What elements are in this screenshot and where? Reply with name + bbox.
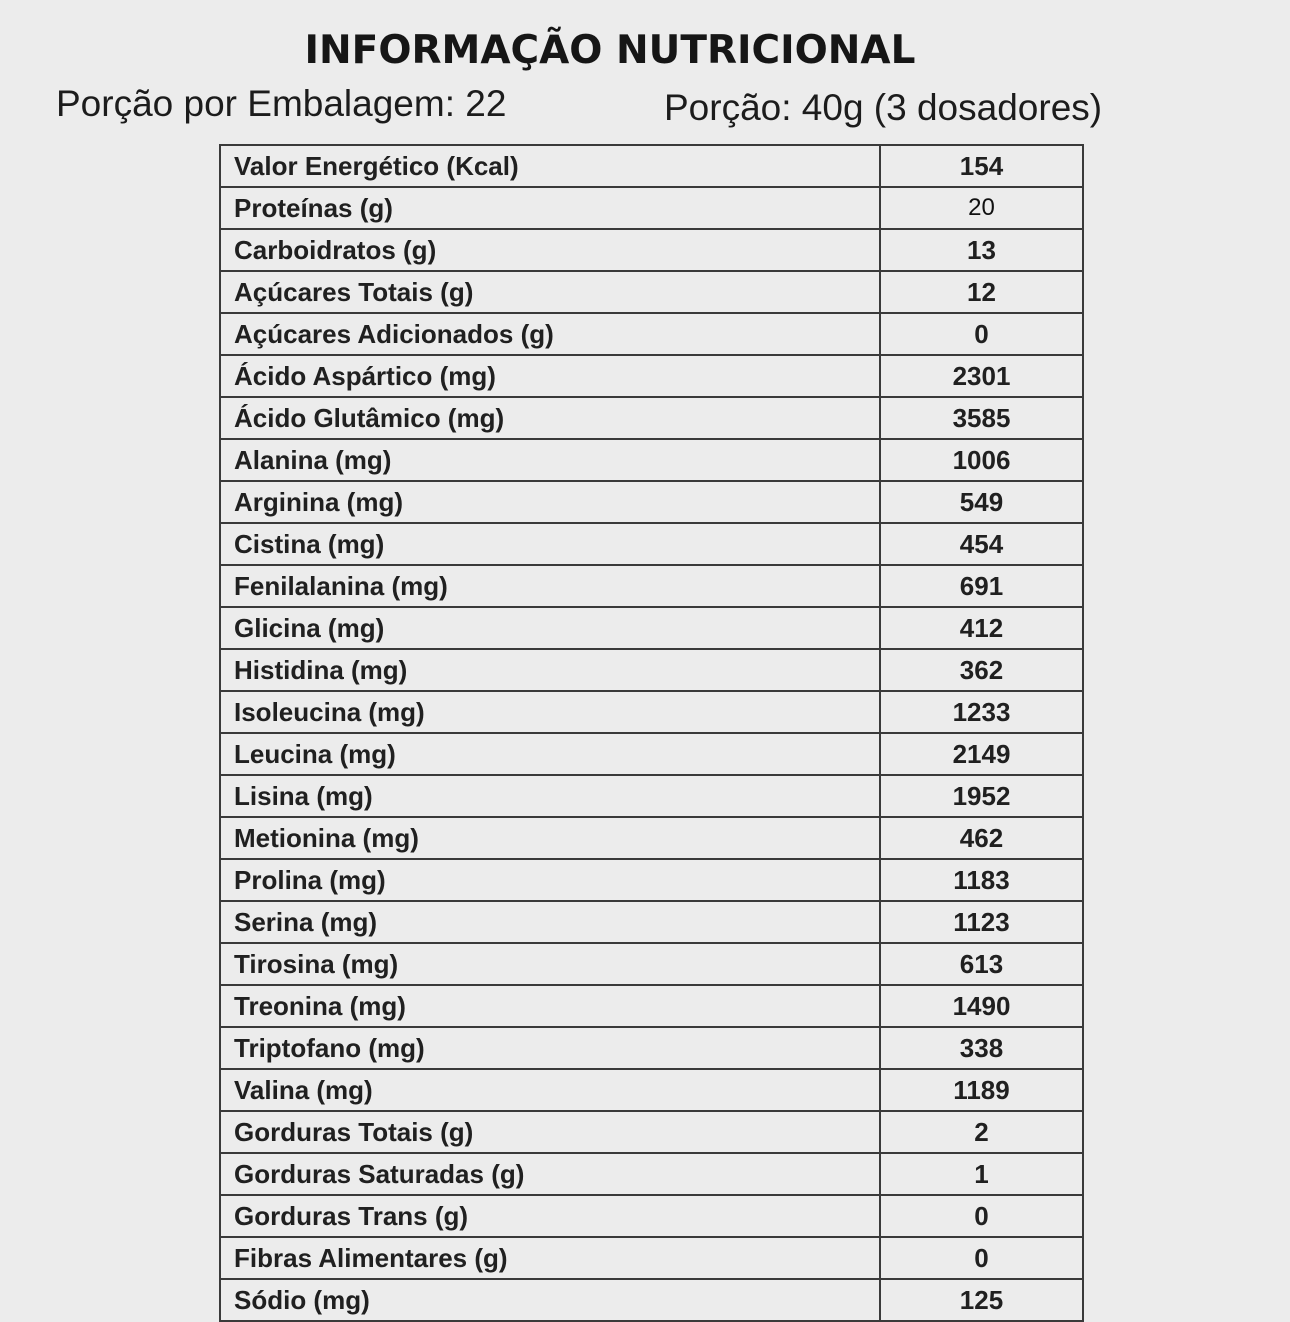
table-row	[220, 1237, 1083, 1279]
table-row	[220, 943, 1083, 985]
nutrient-value: 1006	[880, 439, 1083, 481]
table-row	[220, 481, 1083, 523]
nutrient-name: Ácido Aspártico (mg)	[220, 355, 880, 397]
table-row	[220, 187, 1083, 229]
nutrient-value: 20	[880, 187, 1083, 229]
nutrient-value: 549	[880, 481, 1083, 523]
table-row	[220, 691, 1083, 733]
nutrient-value: 0	[880, 1195, 1083, 1237]
nutrient-value: 1123	[880, 901, 1083, 943]
nutrient-name: Tirosina (mg)	[220, 943, 880, 985]
nutrient-name: Leucina (mg)	[220, 733, 880, 775]
nutrient-value: 2149	[880, 733, 1083, 775]
table-row	[220, 985, 1083, 1027]
nutrient-name: Valor Energético (Kcal)	[220, 145, 880, 187]
nutrient-name: Arginina (mg)	[220, 481, 880, 523]
table-row	[220, 649, 1083, 691]
nutrition-table-body	[220, 145, 1083, 1321]
nutrient-name: Lisina (mg)	[220, 775, 880, 817]
nutrient-name: Fenilalanina (mg)	[220, 565, 880, 607]
nutrient-value: 1233	[880, 691, 1083, 733]
nutrient-name: Carboidratos (g)	[220, 229, 880, 271]
nutrient-name: Gorduras Saturadas (g)	[220, 1153, 880, 1195]
table-row	[220, 523, 1083, 565]
table-row	[220, 1027, 1083, 1069]
nutrient-name: Valina (mg)	[220, 1069, 880, 1111]
servings-per-package: Porção por Embalagem: 22	[56, 83, 507, 124]
nutrient-value: 691	[880, 565, 1083, 607]
nutrient-name: Proteínas (g)	[220, 187, 880, 229]
nutrient-name: Sódio (mg)	[220, 1279, 880, 1321]
nutrient-value: 1490	[880, 985, 1083, 1027]
serving-size: Porção: 40g (3 dosadores)	[664, 87, 1103, 128]
nutrient-value: 0	[880, 1237, 1083, 1279]
table-row	[220, 1279, 1083, 1321]
nutrient-value: 1	[880, 1153, 1083, 1195]
nutrient-value: 154	[880, 145, 1083, 187]
nutrient-name: Metionina (mg)	[220, 817, 880, 859]
nutrient-value: 462	[880, 817, 1083, 859]
table-row	[220, 775, 1083, 817]
nutrient-value: 2301	[880, 355, 1083, 397]
nutrient-value: 12	[880, 271, 1083, 313]
nutrient-name: Glicina (mg)	[220, 607, 880, 649]
nutrient-name: Gorduras Trans (g)	[220, 1195, 880, 1237]
table-row	[220, 1153, 1083, 1195]
nutrient-value: 1183	[880, 859, 1083, 901]
nutrient-value: 2	[880, 1111, 1083, 1153]
nutrient-value: 362	[880, 649, 1083, 691]
nutrient-value: 0	[880, 313, 1083, 355]
nutrient-name: Fibras Alimentares (g)	[220, 1237, 880, 1279]
nutrient-value: 412	[880, 607, 1083, 649]
nutrient-name: Açúcares Adicionados (g)	[220, 313, 880, 355]
nutrient-name: Histidina (mg)	[220, 649, 880, 691]
nutrient-value: 3585	[880, 397, 1083, 439]
nutrient-name: Açúcares Totais (g)	[220, 271, 880, 313]
table-row	[220, 1195, 1083, 1237]
table-row	[220, 439, 1083, 481]
nutrient-name: Alanina (mg)	[220, 439, 880, 481]
nutrient-value: 613	[880, 943, 1083, 985]
table-row	[220, 817, 1083, 859]
nutrient-value: 13	[880, 229, 1083, 271]
table-row	[220, 355, 1083, 397]
table-row	[220, 1111, 1083, 1153]
nutrient-name: Cistina (mg)	[220, 523, 880, 565]
table-row	[220, 397, 1083, 439]
table-row	[220, 859, 1083, 901]
table-row	[220, 271, 1083, 313]
table-row	[220, 733, 1083, 775]
nutrient-name: Prolina (mg)	[220, 859, 880, 901]
nutrient-name: Isoleucina (mg)	[220, 691, 880, 733]
nutrient-name: Serina (mg)	[220, 901, 880, 943]
table-row	[220, 607, 1083, 649]
nutrient-name: Ácido Glutâmico (mg)	[220, 397, 880, 439]
nutrient-value: 1952	[880, 775, 1083, 817]
nutrient-value: 125	[880, 1279, 1083, 1321]
table-row	[220, 145, 1083, 187]
nutrient-name: Treonina (mg)	[220, 985, 880, 1027]
nutrient-value: 338	[880, 1027, 1083, 1069]
nutrient-value: 1189	[880, 1069, 1083, 1111]
nutrient-name: Gorduras Totais (g)	[220, 1111, 880, 1153]
table-row	[220, 229, 1083, 271]
nutrition-table	[219, 144, 1084, 1322]
table-row	[220, 565, 1083, 607]
table-row	[220, 313, 1083, 355]
table-row	[220, 901, 1083, 943]
page-title: INFORMAÇÃO NUTRICIONAL	[304, 28, 916, 73]
nutrient-name: Triptofano (mg)	[220, 1027, 880, 1069]
nutrient-value: 454	[880, 523, 1083, 565]
table-row	[220, 1069, 1083, 1111]
